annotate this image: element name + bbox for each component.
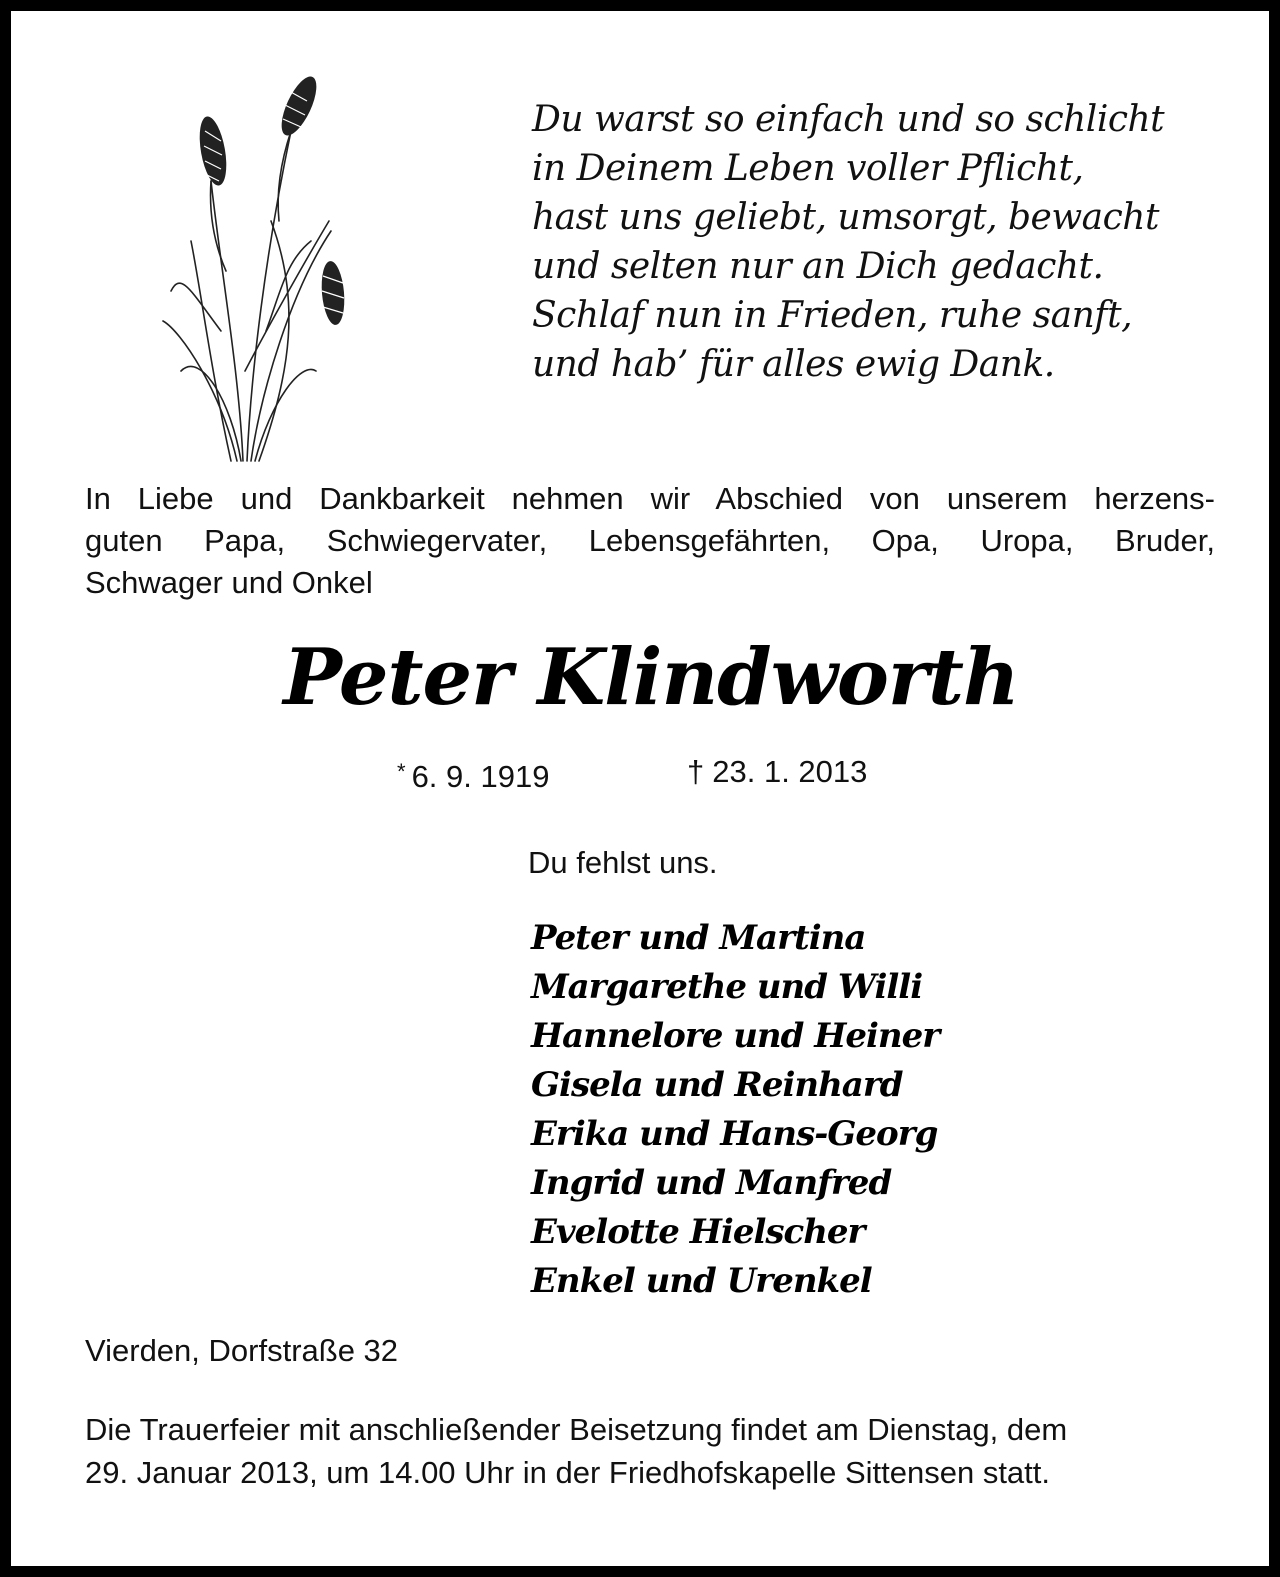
death-date: 23. 1. 2013 [712, 754, 868, 789]
poem-line: hast uns geliebt, umsorgt, bewacht [532, 197, 1159, 238]
service-info [85, 1408, 1215, 1494]
family-member: Ingrid und Manfred [531, 1163, 892, 1203]
poem-line: und selten nur an Dich gedacht. [532, 246, 1104, 287]
family-member: Enkel und Urenkel [531, 1261, 872, 1301]
family-member: Erika und Hans-Georg [531, 1114, 938, 1154]
birth-date-group [397, 750, 549, 794]
wheat-ears-icon [151, 71, 361, 463]
family-member: Evelotte Hielscher [531, 1212, 865, 1252]
deceased-name: Peter Klindworth [283, 632, 1019, 723]
family-list [531, 914, 939, 1306]
poem [532, 95, 1232, 389]
birth-date: 6. 9. 1919 [411, 759, 550, 794]
poem-line: Schlaf nun in Frieden, ruhe sanft, [532, 295, 1133, 336]
intro-text [85, 478, 1215, 604]
poem-line: Du warst so einfach und so schlicht [532, 99, 1165, 140]
death-symbol: † [687, 754, 705, 789]
poem-line: und hab’ für alles ewig Dank. [532, 344, 1055, 385]
family-member: Peter und Martina [531, 918, 866, 958]
service-line: Die Trauerfeier mit anschließender Beisetzung findet am Dienstag, dem [85, 1412, 1068, 1447]
family-member: Gisela und Reinhard [531, 1065, 903, 1105]
address: Vierden, Dorfstraße 32 [85, 1333, 399, 1368]
missing-line: Du fehlst uns. [528, 845, 718, 880]
death-date-group [687, 750, 867, 794]
birth-symbol: * [397, 759, 406, 784]
intro-line: In Liebe und Dankbarkeit nehmen wir Abschied von unserem herzens- [85, 481, 1215, 516]
poem-line: in Deinem Leben voller Pflicht, [532, 148, 1084, 189]
service-line: 29. Januar 2013, um 14.00 Uhr in der Friedhofskapelle Sittensen statt. [85, 1455, 1051, 1490]
intro-line: guten Papa, Schwiegervater, Lebensgefährten, Opa, Uropa, Bruder, [85, 523, 1215, 558]
intro-line: Schwager und Onkel [85, 565, 373, 600]
family-member: Hannelore und Heiner [531, 1016, 940, 1056]
family-member: Margarethe und Willi [531, 967, 923, 1007]
